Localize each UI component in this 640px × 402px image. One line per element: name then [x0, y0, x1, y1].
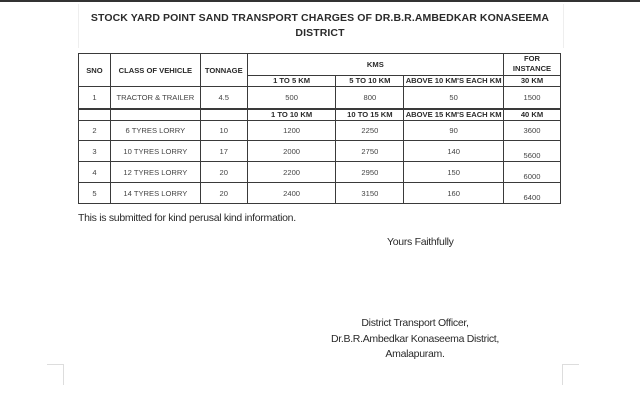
cell-rate-1: 1200	[247, 121, 336, 141]
subheader-range-1: 1 TO 10 KM	[247, 109, 336, 121]
cell-instance: 6400	[504, 183, 561, 204]
header-tonnage: TONNAGE	[200, 54, 247, 87]
cell-sno: 5	[79, 183, 111, 204]
signature-district: Dr.B.R.Ambedkar Konaseema District,	[330, 332, 500, 345]
cell-tonnage: 10	[200, 121, 247, 141]
top-border	[0, 0, 640, 2]
signature-block	[310, 316, 520, 363]
cell-rate-3: 150	[404, 162, 504, 183]
table-row	[79, 121, 561, 141]
blank-cell	[200, 109, 247, 121]
cell-tonnage: 4.5	[200, 87, 247, 110]
header-sno: SNO	[79, 54, 111, 87]
cell-rate-2: 2250	[336, 121, 404, 141]
cell-tonnage: 17	[200, 141, 247, 162]
cell-rate-2: 800	[336, 87, 404, 110]
cell-vehicle: 10 TYRES LORRY	[110, 141, 200, 162]
cell-rate-2: 2950	[336, 162, 404, 183]
table-row	[79, 141, 561, 162]
subheader-row-2	[79, 109, 561, 121]
subheader-instance-distance: 40 KM	[504, 109, 561, 121]
header-for-instance	[504, 54, 561, 76]
cell-rate-2: 3150	[336, 183, 404, 204]
subheader-range-2: 10 TO 15 KM	[336, 109, 404, 121]
header-instance-line-1: FOR	[523, 54, 541, 64]
signature-title: District Transport Officer,	[361, 317, 469, 329]
header-row	[79, 54, 561, 76]
cell-vehicle: 6 TYRES LORRY	[110, 121, 200, 141]
cell-vehicle: TRACTOR & TRAILER	[110, 87, 200, 110]
cell-rate-3: 160	[404, 183, 504, 204]
page-corner-mark-left	[47, 364, 64, 385]
cell-vehicle: 14 TYRES LORRY	[110, 183, 200, 204]
cell-instance: 1500	[504, 87, 561, 110]
cell-sno: 1	[79, 87, 111, 110]
cell-vehicle: 12 TYRES LORRY	[110, 162, 200, 183]
cell-rate-3: 140	[404, 141, 504, 162]
table-row	[79, 87, 561, 110]
cell-rate-3: 50	[404, 87, 504, 110]
submission-note: This is submitted for kind perusal kind information.	[78, 212, 296, 224]
cell-rate-3: 90	[404, 121, 504, 141]
cell-rate-1: 2000	[247, 141, 336, 162]
subheader-range-1: 1 TO 5 KM	[247, 75, 336, 86]
cell-sno: 3	[79, 141, 111, 162]
signature-place: Amalapuram.	[385, 348, 445, 360]
cell-instance: 3600	[504, 121, 561, 141]
header-instance-line-2: INSTANCE	[512, 64, 552, 74]
document-title	[78, 11, 562, 41]
title-line-2: DISTRICT	[295, 27, 345, 39]
table-row	[79, 162, 561, 183]
closing-salutation: Yours Faithfully	[387, 236, 454, 248]
blank-cell	[79, 109, 111, 121]
header-kms: KMS	[247, 54, 503, 76]
cell-instance: 6000	[504, 162, 561, 183]
cell-instance: 5600	[504, 141, 561, 162]
cell-rate-1: 2200	[247, 162, 336, 183]
transport-charges-table	[78, 53, 561, 204]
cell-tonnage: 20	[200, 162, 247, 183]
subheader-range-3: ABOVE 10 KM'S EACH KM	[405, 75, 502, 85]
cell-sno: 4	[79, 162, 111, 183]
subheader-instance-distance: 30 KM	[504, 75, 561, 86]
subheader-range-3: ABOVE 15 KM'S EACH KM	[405, 110, 502, 119]
subheader-range-2: 5 TO 10 KM	[336, 75, 404, 86]
cell-sno: 2	[79, 121, 111, 141]
blank-cell	[110, 109, 200, 121]
header-class-of-vehicle: CLASS OF VEHICLE	[110, 54, 200, 87]
table-row	[79, 183, 561, 204]
cell-tonnage: 20	[200, 183, 247, 204]
cell-rate-2: 2750	[336, 141, 404, 162]
page-corner-mark-right	[562, 364, 579, 385]
title-line-1: STOCK YARD POINT SAND TRANSPORT CHARGES OF DR.B.R.AMBEDKAR KONASEEMA	[90, 12, 550, 24]
cell-rate-1: 2400	[247, 183, 336, 204]
cell-rate-1: 500	[247, 87, 336, 110]
